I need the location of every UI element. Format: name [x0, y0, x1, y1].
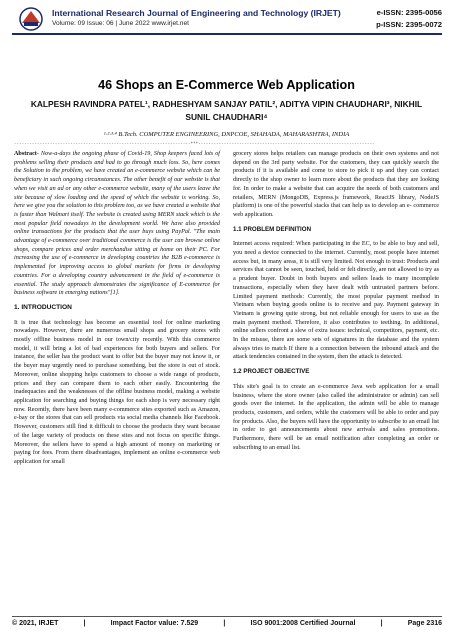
- paper-title: 46 Shops an E-Commerce Web Application: [98, 78, 355, 92]
- page-footer: [12, 620, 442, 627]
- footer-separator: |: [223, 620, 226, 627]
- intro-continued: grocery stores helps retailers can manage products on their own systems and not depend on the 3rd party website. For the customers, they can quickly search the products if it is available and come to store to pick it up and they can contact directly to the shop owner to learn more about the products that they are looking for. In order to make a website that can acquire the needs of both customers and retailers, MERN (MongoDB, Express.js framework, ReactJS library, NodeJS platform) is one of the powerful stacks that can help us to develop an e- commerce web application.: [233, 151, 439, 218]
- journal-header: [12, 6, 442, 36]
- paper-authors: KALPESH RAVINDRA PATEL¹, RADHESHYAM SANJAY PATIL², ADITYA VIPIN CHAUDHARI³, NIKHIL SUNIL CHAUDHARI⁴: [30, 99, 423, 122]
- abstract-lead: Abstract-: [14, 151, 39, 157]
- journal-title: International Research Journal of Engineering and Technology (IRJET): [52, 8, 341, 18]
- footer-impact-factor: Impact Factor value: 7.529: [110, 620, 199, 627]
- project-objective-heading: 1.2 PROJECT OBJECTIVE: [233, 368, 310, 376]
- intro-body: It is true that technology has become an essential tool for online marketing nowadays. However, there are numerous small shops and grocery stores with mostly offline business model in our town/city recently. With this commerce model, it will bring a lot of bad experiences for both buyers and sellers. For instance, the seller has the product want to offer but the buyer may not know it, or the buyer may urgently need to purchase something, but the store is out of stock. Moreover, online shopping helps customers to choose a wide range of products, prices and they can compare them to each other easily. Encountering the inadequacies and the weaknesses of the offline business model, making a website application for searching and buying things for each shop is very necessary right now. Recently, there have been many e-commerce sites exported such as Amazon, e-bay or the stores that can sell products via social media channels like Facebook. However, customers still find it difficult to choose the products they want because of the large variety of products on these sites and not focus on specific things. Moreover, the sellers have to spend a high amount of money on marketing or paying for fees. From there disadvantages, implement an online e-commerce web application for small: [14, 319, 220, 465]
- right-column: [233, 150, 439, 457]
- irjet-logo: [16, 7, 46, 31]
- footer-iso: ISO 9001:2008 Certified Journal: [250, 620, 356, 627]
- problem-definition-heading: 1.1 PROBLEM DEFINITION: [233, 225, 312, 233]
- problem-definition-body: Internet access required: When participating in the EC, to be able to buy and sell, you need a device connected to the internet. Currently, most people have internet access but, in many areas, it is still very limited. Not enough to trust: Products and services that cannot be seen, touched, held or felt directly, are not allowed to try as a prudent buyer. Doubt in both buyers and sellers leads to many incomplete transactions, especially when they have dealt with untrusted partners before. Limited payment methods: Currently, the most popular payment method in Vietnam when buying goods online is to receive and pay. Payment gateway in Vietnam is growing quite strong, but not reliable enough for users to use as the main payment method. Therefore, it also contributes to teething. In additional, online sellers confront a slew of extra issues: technical, competitors, payment, etc. In the misuse, there are some sets of signatures in the database and the system always tries to match If there is a connection between the inbound attack and the attack tendencies contained in the system, then the attack is detected.: [233, 241, 439, 361]
- left-column: [14, 150, 220, 471]
- footer-separator: |: [83, 620, 86, 627]
- p-issn: p-ISSN: 2395-0072: [376, 20, 442, 29]
- intro-heading: 1. INTRODUCTION: [14, 303, 72, 311]
- section-separator: ---------------------------------------------------------------------***---------------------------------------------------------------------: [14, 141, 375, 146]
- footer-copyright: © 2021, IRJET: [12, 620, 59, 627]
- project-objective-body: This site's goal is to create an e-commerce Java web application for a small business, where the store owner (also called the administrator or admin) can sell goods over the internet. In the application, the admin will be able to manage products, customers, and orders, while the customers will be able to order and pay for products. Also, the buyers will have the opportunity to subscribe to an email list in order to get announcements about new arrivals and sales promotions. Furthermore, there will be an email notification after completing an order or subscribing to an email list.: [233, 383, 439, 451]
- header-rule: [12, 33, 442, 35]
- e-issn: e-ISSN: 2395-0056: [376, 8, 442, 17]
- abstract-body: Now-a-days the ongoing phase of Covid-19, Shop keepers faced lots of problems selling their products and had to go through much loss. So, here comes the Solution to the problem, we have created an e-commerce website which can be beneficiary in such ongoing circumstances. The other benefit of our website is that when we visit an ad or any other e-commerce website, many of the users leave the site because of slow loading and the speed of which the website is working. So, here we give you the solution to this problem too, as we have created a website that is faster than Walmart itself. The website is created using MERN stack which is the most popular field nowadays in the development world. We have also provided online transactions for the products that the user buys using PayPal. "The main advantage of e-commerce over traditional commerce is the user can browse online shops, compare prices and order merchandise sitting at home on their PC. For increasing the use of e-commerce in developing countries the B2B e-commerce is implemented for improving access to global markets for firms in developing countries. For a developing country advancement in the field of e-commerce is essential. The study approach demonstrates the significance of E-commerce for business software in emerging nations"[1].: [14, 151, 220, 297]
- footer-separator: |: [380, 620, 383, 627]
- footer-page-number: Page 2316: [407, 620, 442, 627]
- abstract: [14, 150, 220, 298]
- footer-rule: [12, 616, 442, 617]
- paper-affiliation: ¹·²·³·⁴ B.Tech. COMPUTER ENGINEERING, DNPCOE, SHAHADA, MAHARASHTRA, INDIA: [103, 131, 350, 138]
- volume-line: Volume: 09 Issue: 06 | June 2022 www.irjet.net: [52, 20, 189, 27]
